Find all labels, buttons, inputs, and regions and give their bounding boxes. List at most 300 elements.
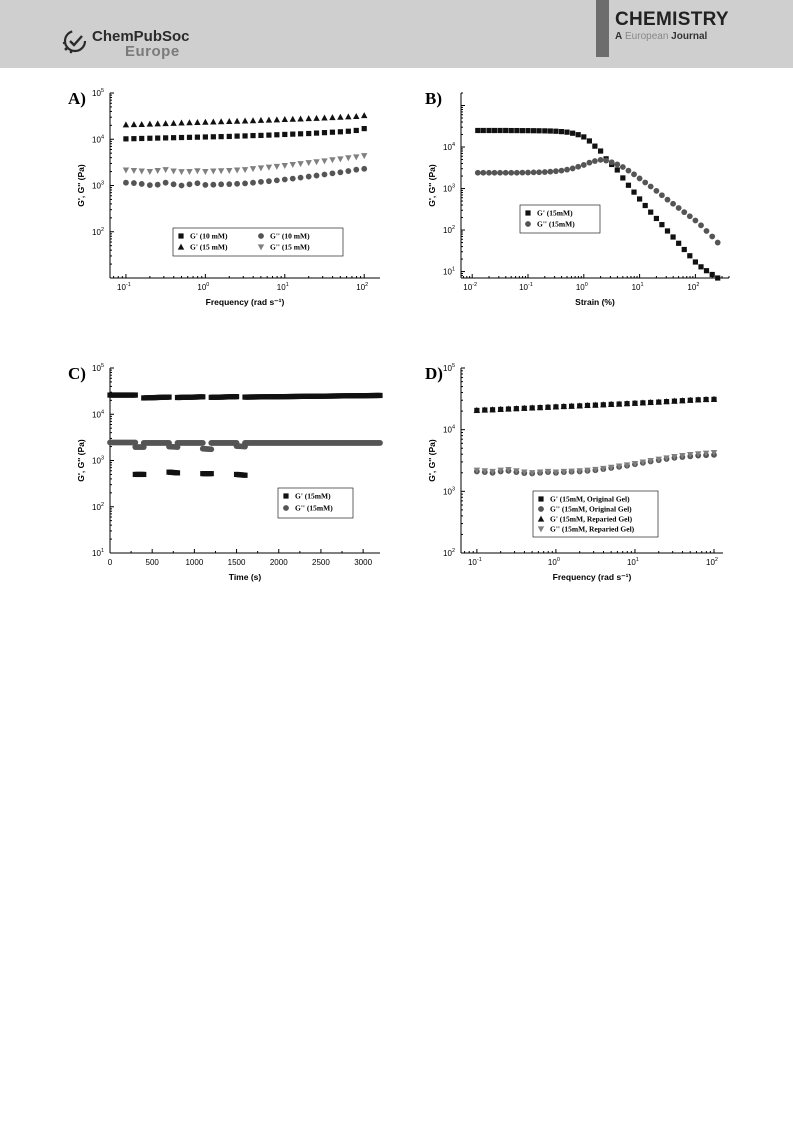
data-point	[306, 115, 312, 121]
data-point	[250, 133, 255, 138]
data-point	[202, 182, 208, 188]
data-point	[548, 128, 553, 133]
data-point	[274, 177, 280, 183]
data-point	[704, 228, 710, 234]
x-tick-label: $10^0$	[197, 282, 210, 292]
legend-label: G'' (15mM, Original Gel)	[550, 504, 632, 514]
data-point	[654, 216, 659, 221]
data-point	[242, 181, 248, 187]
legend-label: G'' (15mM)	[537, 219, 575, 229]
legend-marker	[525, 210, 530, 215]
panel-label: A)	[68, 89, 86, 108]
y-tick-label: $10^5$	[92, 88, 104, 98]
data-point	[133, 392, 138, 397]
data-point	[306, 174, 312, 180]
data-point	[195, 135, 200, 140]
data-point	[202, 169, 208, 175]
data-point	[242, 117, 248, 123]
data-point	[626, 168, 632, 174]
y-tick-label: $10^3$	[92, 455, 104, 466]
data-point	[258, 165, 264, 171]
data-point	[218, 168, 224, 174]
data-point	[682, 247, 687, 252]
legend-label: G' (15mM, Reparied Gel)	[550, 514, 633, 524]
data-point	[564, 167, 570, 173]
data-point	[508, 170, 514, 176]
y-tick-label: $10^4$	[443, 424, 455, 435]
data-point	[123, 121, 129, 127]
data-point	[592, 158, 598, 164]
data-point	[290, 162, 296, 168]
data-point	[587, 138, 592, 143]
data-point	[209, 471, 214, 476]
data-point	[377, 440, 383, 446]
data-point	[194, 119, 200, 125]
data-point	[139, 121, 145, 127]
data-point	[208, 446, 214, 452]
data-point	[330, 130, 335, 135]
data-point	[497, 128, 502, 133]
data-point	[354, 128, 359, 133]
data-point	[147, 182, 153, 188]
data-point	[520, 170, 526, 176]
data-point	[559, 129, 564, 134]
legend-label: G' (15mM, Original Gel)	[550, 494, 630, 504]
x-tick-label: $10^{-1}$	[519, 282, 533, 292]
data-point	[250, 166, 256, 172]
data-point	[187, 181, 193, 187]
data-point	[123, 136, 128, 141]
data-point	[693, 259, 698, 264]
y-tick-label: $10^2$	[443, 225, 455, 236]
y-tick-label: $10^4$	[92, 134, 104, 145]
x-axis-label: Frequency (rad s⁻¹)	[205, 297, 285, 307]
data-point	[203, 134, 208, 139]
data-point	[698, 264, 703, 269]
data-point	[147, 121, 153, 127]
data-point	[654, 188, 660, 194]
chart-panel-d	[425, 360, 745, 600]
data-point	[345, 168, 351, 174]
data-point	[298, 131, 303, 136]
data-point	[564, 130, 569, 135]
data-point	[361, 153, 367, 159]
data-point	[520, 128, 525, 133]
data-point	[509, 128, 514, 133]
y-tick-label: $10^3$	[443, 183, 455, 194]
data-point	[492, 170, 498, 176]
data-point	[353, 113, 359, 119]
data-point	[665, 197, 671, 203]
data-point	[234, 168, 240, 174]
data-point	[330, 170, 336, 176]
data-point	[139, 136, 144, 141]
data-point	[123, 168, 129, 174]
data-point	[631, 171, 637, 177]
data-point	[614, 162, 620, 168]
data-point	[162, 120, 168, 126]
data-point	[659, 222, 664, 227]
data-point	[290, 116, 296, 122]
data-point	[575, 164, 581, 170]
data-point	[321, 114, 327, 120]
data-point	[178, 120, 184, 126]
x-axis-label: Frequency (rad s⁻¹)	[552, 572, 632, 582]
data-point	[266, 132, 271, 137]
data-point	[235, 133, 240, 138]
x-tick-label: 3000	[354, 558, 373, 567]
y-axis-label: G', G'' (Pa)	[76, 439, 86, 482]
data-point	[659, 192, 665, 198]
data-point	[200, 394, 205, 399]
data-point	[531, 128, 536, 133]
data-point	[139, 168, 145, 174]
chart-panel-b	[425, 85, 745, 325]
data-point	[337, 114, 343, 120]
data-point	[210, 119, 216, 125]
data-point	[290, 176, 296, 182]
x-tick-label: $10^1$	[626, 557, 639, 567]
x-tick-label: $10^{-1}$	[467, 557, 482, 567]
data-point	[481, 128, 486, 133]
data-point	[266, 165, 272, 171]
logo-line2: Europe	[125, 43, 180, 60]
data-point	[234, 118, 240, 124]
page-header	[0, 0, 793, 68]
x-tick-label: 2000	[269, 558, 288, 567]
x-tick-label: 2500	[312, 558, 330, 567]
x-axis-label: Time (s)	[228, 572, 262, 582]
brand-bar	[596, 0, 609, 57]
data-point	[131, 121, 137, 127]
data-point	[480, 170, 486, 176]
data-point	[475, 170, 481, 176]
legend-label: G'' (10 mM)	[270, 231, 310, 241]
data-point	[226, 118, 232, 124]
data-point	[154, 168, 160, 174]
chart-panel-a	[68, 85, 398, 325]
journal-title: CHEMISTRY	[615, 9, 729, 30]
data-point	[163, 135, 168, 140]
data-points	[107, 392, 383, 477]
data-point	[234, 394, 239, 399]
data-point	[536, 169, 542, 175]
data-point	[226, 168, 232, 174]
data-point	[492, 128, 497, 133]
x-tick-label: $10^1$	[276, 282, 289, 292]
data-point	[200, 440, 206, 446]
data-point	[162, 167, 168, 173]
data-point	[592, 144, 597, 149]
x-tick-label: 0	[107, 558, 113, 567]
y-tick-label: $10^1$	[92, 548, 104, 558]
x-tick-label: $10^{-1}$	[117, 282, 131, 292]
data-point	[704, 268, 709, 273]
chart-panel-c	[68, 360, 398, 600]
y-tick-label: $10^5$	[92, 363, 104, 373]
y-tick-label: $10^3$	[443, 486, 455, 497]
data-point	[670, 201, 676, 207]
legend-label: G'' (15mM)	[295, 503, 333, 513]
data-point	[290, 132, 295, 137]
data-point	[681, 209, 687, 215]
legend-label: G' (15 mM)	[190, 242, 228, 252]
data-point	[202, 119, 208, 125]
data-point	[274, 132, 279, 137]
data-point	[377, 393, 382, 398]
data-point	[123, 180, 129, 186]
legend-marker	[538, 506, 544, 512]
data-point	[346, 129, 351, 134]
data-point	[570, 166, 576, 172]
logo-line1: ChemPubSoc	[92, 28, 190, 45]
data-point	[258, 133, 263, 138]
data-point	[337, 156, 343, 162]
data-point	[631, 190, 636, 195]
panel-label: B)	[425, 89, 442, 108]
panel-label: C)	[68, 364, 86, 383]
y-tick-label: $10^2$	[92, 501, 104, 512]
data-point	[637, 176, 643, 182]
data-point	[297, 161, 303, 167]
y-tick-label: $10^4$	[443, 142, 455, 153]
panel-label: D)	[425, 364, 443, 383]
y-tick-label: $10^4$	[92, 409, 104, 420]
data-point	[536, 128, 541, 133]
data-point	[178, 169, 184, 175]
data-point	[329, 157, 335, 163]
data-point	[175, 470, 180, 475]
data-point	[314, 130, 319, 135]
legend-marker	[525, 221, 531, 227]
data-point	[486, 128, 491, 133]
data-point	[314, 173, 320, 179]
data-point	[131, 168, 137, 174]
data-point	[514, 128, 519, 133]
data-point	[587, 160, 593, 166]
data-point	[250, 117, 256, 123]
data-point	[282, 132, 287, 137]
legend-marker	[283, 505, 289, 511]
data-point	[219, 134, 224, 139]
data-point	[147, 169, 153, 175]
data-point	[361, 112, 367, 118]
data-point	[306, 160, 312, 166]
data-point	[242, 473, 247, 478]
data-point	[131, 136, 136, 141]
data-point	[258, 117, 264, 123]
data-point	[147, 136, 152, 141]
data-point	[497, 170, 503, 176]
data-point	[503, 170, 509, 176]
data-point	[626, 183, 631, 188]
data-point	[648, 210, 653, 215]
x-tick-label: 1000	[185, 558, 204, 567]
x-tick-label: 500	[145, 558, 159, 567]
data-point	[337, 169, 343, 175]
legend-marker	[178, 233, 183, 238]
y-tick-label: $10^2$	[92, 226, 104, 237]
data-point	[234, 181, 240, 187]
data-point	[642, 180, 648, 186]
data-point	[321, 158, 327, 164]
x-tick-label: $10^{-2}$	[463, 282, 478, 292]
data-point	[603, 158, 609, 164]
data-point	[715, 275, 720, 280]
data-point	[218, 181, 224, 187]
data-point	[643, 203, 648, 208]
y-tick-label: $10^3$	[92, 180, 104, 191]
data-point	[226, 181, 232, 187]
legend-marker	[283, 493, 288, 498]
data-point	[179, 135, 184, 140]
data-point	[179, 183, 185, 189]
x-tick-label: $10^2$	[706, 557, 718, 567]
data-point	[297, 115, 303, 121]
data-point	[531, 169, 537, 175]
journal-sub-journal: Journal	[671, 31, 708, 42]
data-point	[553, 168, 559, 174]
data-point	[155, 135, 160, 140]
data-point	[353, 154, 359, 160]
y-axis-label: G', G'' (Pa)	[427, 439, 437, 482]
data-point	[274, 164, 280, 170]
data-point	[274, 116, 280, 122]
data-point	[195, 180, 201, 186]
data-point	[503, 128, 508, 133]
y-tick-label: $10^5$	[443, 363, 455, 373]
x-tick-label: $10^0$	[547, 557, 560, 567]
data-point	[227, 134, 232, 139]
data-point	[170, 120, 176, 126]
data-point	[570, 131, 575, 136]
data-point	[186, 119, 192, 125]
data-point	[258, 179, 264, 185]
data-point	[576, 132, 581, 137]
data-point	[163, 180, 169, 186]
data-point	[676, 241, 681, 246]
data-point	[637, 196, 642, 201]
data-point	[698, 222, 704, 228]
data-point	[598, 157, 604, 163]
data-point	[559, 168, 565, 174]
data-point	[615, 167, 620, 172]
data-point	[170, 168, 176, 174]
data-point	[139, 181, 145, 187]
data-point	[266, 117, 272, 123]
data-point	[353, 167, 359, 173]
data-point	[687, 213, 693, 219]
data-point	[598, 148, 603, 153]
data-points	[474, 396, 718, 477]
data-point	[715, 240, 721, 246]
data-point	[313, 159, 319, 165]
data-point	[542, 169, 548, 175]
data-point	[581, 134, 586, 139]
data-point	[298, 175, 304, 181]
data-point	[542, 128, 547, 133]
legend-label: G'' (15 mM)	[270, 242, 310, 252]
x-tick-label: $10^0$	[575, 282, 588, 292]
data-point	[322, 130, 327, 135]
data-point	[620, 164, 626, 170]
legend-label: G' (15mM)	[295, 491, 331, 501]
data-point	[338, 129, 343, 134]
data-point	[648, 184, 654, 190]
data-point	[242, 133, 247, 138]
data-point	[665, 228, 670, 233]
data-point	[187, 135, 192, 140]
data-point	[709, 234, 715, 240]
journal-sub-a: A	[615, 31, 623, 42]
data-point	[131, 180, 137, 186]
data-point	[514, 170, 520, 176]
data-point	[186, 169, 192, 175]
y-axis-label: G', G'' (Pa)	[427, 164, 437, 207]
data-point	[322, 172, 328, 178]
x-tick-label: 1500	[227, 558, 246, 567]
data-point	[670, 234, 675, 239]
data-point	[154, 120, 160, 126]
y-axis-label: G', G'' (Pa)	[76, 164, 86, 207]
journal-subtitle	[615, 31, 707, 42]
data-point	[345, 155, 351, 161]
data-point	[282, 177, 288, 183]
data-point	[329, 114, 335, 120]
data-point	[282, 116, 288, 122]
y-tick-label: $10^1$	[443, 266, 455, 277]
data-point	[553, 129, 558, 134]
chempubsoc-logo-icon	[62, 28, 90, 54]
data-point	[210, 182, 216, 188]
x-axis-label: Strain (%)	[575, 297, 615, 307]
data-point	[306, 131, 311, 136]
legend-label: G'' (15mM, Reparied Gel)	[550, 524, 635, 534]
data-point	[166, 394, 171, 399]
legend-label: G' (10 mM)	[190, 231, 228, 241]
x-tick-label: $10^2$	[687, 282, 700, 292]
legend-marker	[258, 233, 264, 239]
data-point	[266, 178, 272, 184]
data-point	[676, 205, 682, 211]
data-point	[211, 134, 216, 139]
data-points	[123, 112, 368, 188]
x-tick-label: $10^1$	[631, 282, 644, 292]
data-point	[141, 472, 146, 477]
data-point	[687, 253, 692, 258]
data-point	[547, 169, 553, 175]
data-point	[218, 118, 224, 124]
legend-label: G' (15mM)	[537, 208, 573, 218]
data-point	[345, 113, 351, 119]
data-point	[250, 180, 256, 186]
data-point	[282, 163, 288, 169]
legend-marker	[538, 496, 543, 501]
data-point	[710, 272, 715, 277]
data-point	[171, 135, 176, 140]
data-point	[313, 115, 319, 121]
data-point	[171, 181, 177, 187]
data-point	[525, 170, 531, 176]
data-point	[620, 175, 625, 180]
data-point	[486, 170, 492, 176]
y-tick-label: $10^2$	[443, 548, 455, 558]
data-point	[475, 128, 480, 133]
data-point	[242, 167, 248, 173]
data-point	[581, 162, 587, 168]
data-point	[210, 168, 216, 174]
data-point	[362, 126, 367, 131]
